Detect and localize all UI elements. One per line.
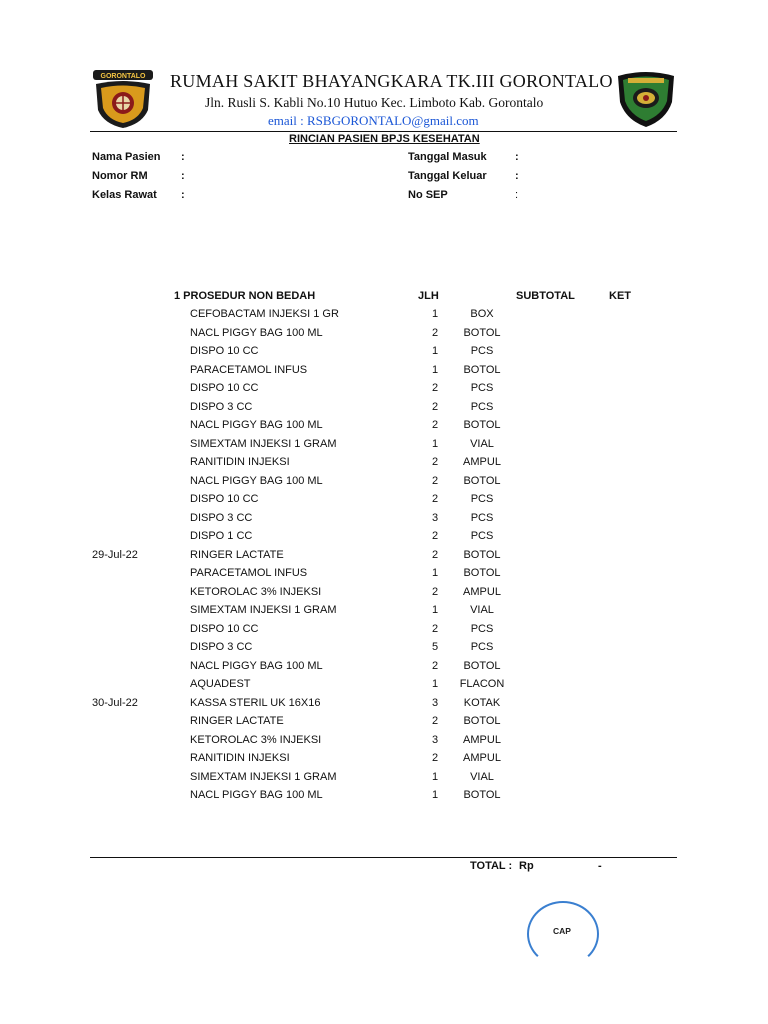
- row-item-name: SIMEXTAM INJEKSI 1 GRAM: [190, 771, 337, 783]
- sep-number-colon: :: [515, 189, 519, 201]
- row-unit: PCS: [470, 623, 494, 635]
- stamp-label: CAP: [553, 926, 571, 936]
- row-unit: FLACON: [459, 678, 505, 690]
- hospital-email: [268, 113, 479, 129]
- row-unit: BOTOL: [463, 419, 501, 431]
- header-divider: [90, 131, 677, 132]
- row-item-name: DISPO 10 CC: [190, 623, 259, 635]
- row-item-name: DISPO 1 CC: [190, 530, 253, 542]
- total-label: TOTAL :: [470, 860, 513, 872]
- column-header-ket: KET: [609, 290, 631, 302]
- row-unit: VIAL: [470, 771, 494, 783]
- row-unit: BOTOL: [463, 789, 501, 801]
- admission-date-colon: :: [515, 151, 519, 163]
- row-quantity: 2: [431, 715, 439, 727]
- row-quantity: 1: [431, 308, 439, 320]
- discharge-date-colon: :: [515, 170, 519, 182]
- row-quantity: 2: [431, 475, 439, 487]
- row-item-name: DISPO 3 CC: [190, 401, 253, 413]
- row-item-name: KETOROLAC 3% INJEKSI: [190, 586, 322, 598]
- row-unit: AMPUL: [463, 586, 501, 598]
- row-item-name: NACL PIGGY BAG 100 ML: [190, 660, 323, 672]
- row-unit: AMPUL: [463, 456, 501, 468]
- section-title: 1 PROSEDUR NON BEDAH: [174, 290, 316, 302]
- logo-left-text: GORONTALO: [100, 73, 146, 80]
- row-item-name: DISPO 10 CC: [190, 493, 259, 505]
- row-quantity: 1: [431, 771, 439, 783]
- row-unit: BOTOL: [463, 364, 501, 376]
- row-item-name: AQUADEST: [190, 678, 251, 690]
- row-item-name: RANITIDIN INJEKSI: [190, 456, 290, 468]
- row-item-name: NACL PIGGY BAG 100 ML: [190, 475, 323, 487]
- email-label: email :: [268, 113, 307, 128]
- row-quantity: 1: [431, 567, 439, 579]
- care-class-colon: :: [181, 189, 185, 201]
- row-quantity: 2: [431, 401, 439, 413]
- row-unit: KOTAK: [463, 697, 501, 709]
- care-class-label: Kelas Rawat: [92, 189, 157, 201]
- row-quantity: 3: [431, 734, 439, 746]
- row-quantity: 1: [431, 345, 439, 357]
- row-unit: VIAL: [470, 438, 494, 450]
- row-item-name: KETOROLAC 3% INJEKSI: [190, 734, 322, 746]
- column-header-qty: JLH: [418, 290, 439, 302]
- row-unit: VIAL: [470, 604, 494, 616]
- row-item-name: KASSA STERIL UK 16X16: [190, 697, 321, 709]
- row-item-name: DISPO 10 CC: [190, 345, 259, 357]
- admission-date-label: Tanggal Masuk: [408, 151, 487, 163]
- hospital-address: Jln. Rusli S. Kabli No.10 Hutuo Kec. Limboto Kab. Gorontalo: [205, 95, 544, 110]
- row-quantity: 2: [431, 623, 439, 635]
- row-unit: BOX: [470, 308, 494, 320]
- row-quantity: 1: [431, 364, 439, 376]
- row-quantity: 2: [431, 493, 439, 505]
- row-item-name: RINGER LACTATE: [190, 715, 284, 727]
- sep-number-label: No SEP: [408, 189, 448, 201]
- row-quantity: 3: [431, 512, 439, 524]
- row-item-name: PARACETAMOL INFUS: [190, 364, 308, 376]
- document-title: RINCIAN PASIEN BPJS KESEHATAN: [289, 133, 480, 145]
- row-quantity: 2: [431, 456, 439, 468]
- row-unit: BOTOL: [463, 475, 501, 487]
- row-item-name: SIMEXTAM INJEKSI 1 GRAM: [190, 438, 337, 450]
- row-unit: PCS: [470, 382, 494, 394]
- row-quantity: 1: [431, 789, 439, 801]
- row-unit: PCS: [470, 493, 494, 505]
- row-unit: BOTOL: [463, 567, 501, 579]
- row-item-name: NACL PIGGY BAG 100 ML: [190, 419, 323, 431]
- row-item-name: DISPO 3 CC: [190, 512, 253, 524]
- row-quantity: 2: [431, 382, 439, 394]
- police-badge-logo: [92, 68, 154, 130]
- row-quantity: 2: [431, 419, 439, 431]
- shield-emblem-logo: [614, 70, 678, 128]
- email-address[interactable]: RSBGORONTALO@gmail.com: [307, 113, 479, 128]
- row-quantity: 1: [431, 678, 439, 690]
- row-unit: BOTOL: [463, 327, 501, 339]
- row-item-name: RANITIDIN INJEKSI: [190, 752, 290, 764]
- row-unit: BOTOL: [463, 715, 501, 727]
- row-unit: BOTOL: [463, 549, 501, 561]
- row-quantity: 5: [431, 641, 439, 653]
- row-unit: PCS: [470, 530, 494, 542]
- row-date: 29-Jul-22: [92, 549, 138, 561]
- total-value: -: [598, 860, 602, 872]
- row-item-name: DISPO 10 CC: [190, 382, 259, 394]
- column-header-subtotal: SUBTOTAL: [516, 290, 575, 302]
- row-quantity: 1: [431, 604, 439, 616]
- row-item-name: SIMEXTAM INJEKSI 1 GRAM: [190, 604, 337, 616]
- row-item-name: NACL PIGGY BAG 100 ML: [190, 327, 323, 339]
- medical-record-colon: :: [181, 170, 185, 182]
- row-quantity: 2: [431, 327, 439, 339]
- row-item-name: PARACETAMOL INFUS: [190, 567, 308, 579]
- row-unit: PCS: [470, 401, 494, 413]
- row-item-name: RINGER LACTATE: [190, 549, 284, 561]
- row-unit: BOTOL: [463, 660, 501, 672]
- row-unit: AMPUL: [463, 752, 501, 764]
- row-quantity: 2: [431, 752, 439, 764]
- discharge-date-label: Tanggal Keluar: [408, 170, 487, 182]
- row-item-name: CEFOBACTAM INJEKSI 1 GR: [190, 308, 339, 320]
- medical-record-label: Nomor RM: [92, 170, 148, 182]
- row-quantity: 3: [431, 697, 439, 709]
- patient-name-colon: :: [181, 151, 185, 163]
- patient-name-label: Nama Pasien: [92, 151, 161, 163]
- hospital-name: RUMAH SAKIT BHAYANGKARA TK.III GORONTALO: [170, 71, 613, 91]
- row-quantity: 2: [431, 530, 439, 542]
- row-quantity: 2: [431, 660, 439, 672]
- row-quantity: 2: [431, 586, 439, 598]
- row-unit: AMPUL: [463, 734, 501, 746]
- row-quantity: 2: [431, 549, 439, 561]
- footer-divider: [90, 857, 677, 858]
- row-unit: PCS: [470, 345, 494, 357]
- row-item-name: DISPO 3 CC: [190, 641, 253, 653]
- row-quantity: 1: [431, 438, 439, 450]
- total-currency: Rp: [519, 860, 534, 872]
- row-date: 30-Jul-22: [92, 697, 138, 709]
- row-unit: PCS: [470, 641, 494, 653]
- row-unit: PCS: [470, 512, 494, 524]
- row-item-name: NACL PIGGY BAG 100 ML: [190, 789, 323, 801]
